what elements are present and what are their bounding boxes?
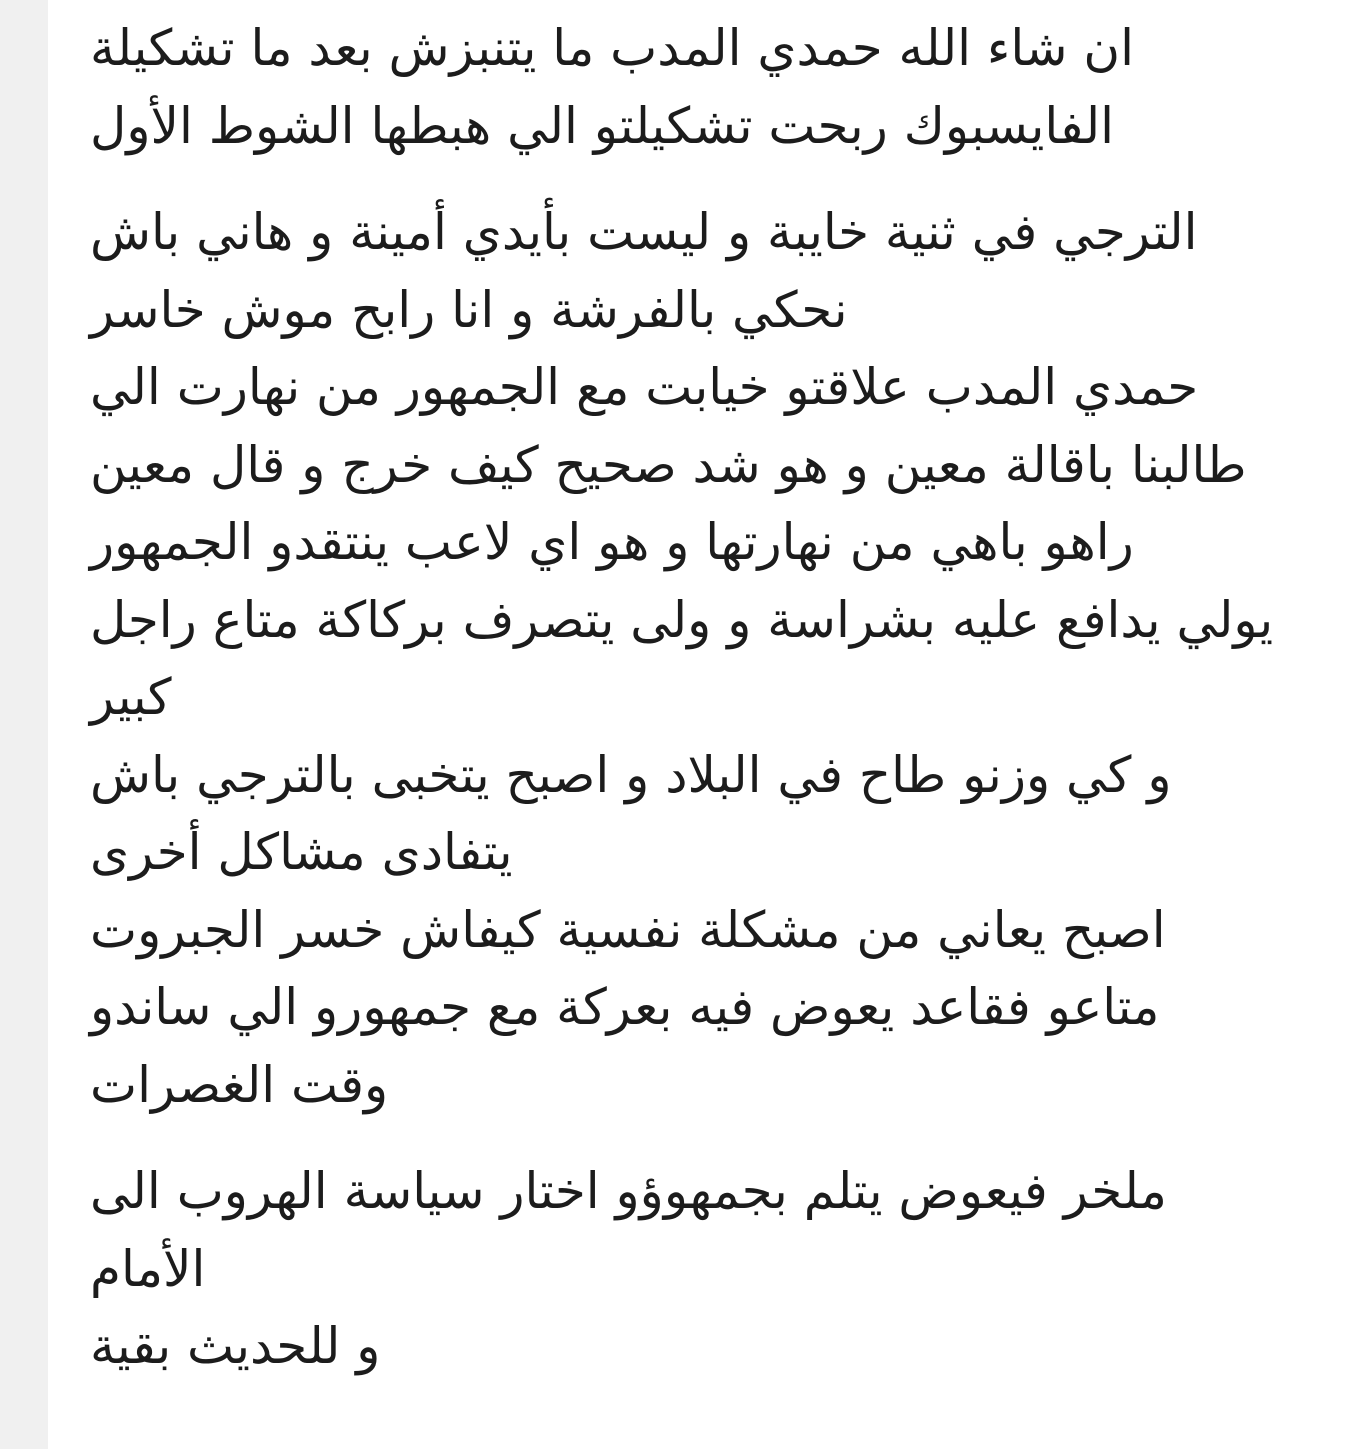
text-line: و للحديث بقية [90, 1317, 381, 1375]
text-line: كبير [90, 668, 172, 726]
text-line: يولي يدافع عليه بشراسة و ولى يتصرف بركاكة متاع راجل [90, 590, 1274, 649]
text-line: نحكي بالفرشة و انا رابح موش خاسر [90, 280, 848, 339]
text-line: اصبح يعاني من مشكلة نفسية كيفاش خسر الجبروت [90, 900, 1166, 959]
left-gutter [0, 0, 48, 1449]
text-line: ملخر فيعوض يتلم بجمهوؤو اختار سياسة الهروب الى [90, 1162, 1167, 1220]
paragraph [90, 194, 1362, 1124]
paragraph-gap [90, 1124, 1362, 1153]
text-line: راهو باهي من نهارتها و هو اي لاعب ينتقدو الجمهور [90, 513, 1134, 571]
paragraph [90, 1153, 1362, 1386]
text-line: الأمام [90, 1239, 206, 1298]
text-line: وقت الغصرات [90, 1055, 389, 1114]
post-container [48, 0, 1368, 1449]
paragraph-gap [90, 165, 1362, 194]
text-line: يتفادى مشاكل أخرى [90, 823, 513, 881]
text-line: متاعو فقاعد يعوض فيه بعركة مع جمهورو الي ساندو [90, 978, 1160, 1036]
post-body-text [90, 10, 1362, 1386]
paragraph [90, 10, 1362, 165]
text-line: طالبنا باقالة معين و هو شد صحيح كيف خرج و قال معين [90, 435, 1247, 494]
text-line: و كي وزنو طاح في البلاد و اصبح يتخبى بالترجي باش [90, 745, 1172, 804]
text-line: حمدي المدب علاقتو خيابت مع الجمهور من نهارت الي [90, 358, 1199, 416]
text-line: ان شاء الله حمدي المدب ما يتنبزش بعد ما تشكيلة [90, 19, 1135, 77]
text-line: الترجي في ثنية خايبة و ليست بأيدي أمينة و هاني باش [90, 203, 1198, 261]
text-line: الفايسبوك ربحت تشكيلتو الي هبطها الشوط الأول [90, 96, 1115, 155]
